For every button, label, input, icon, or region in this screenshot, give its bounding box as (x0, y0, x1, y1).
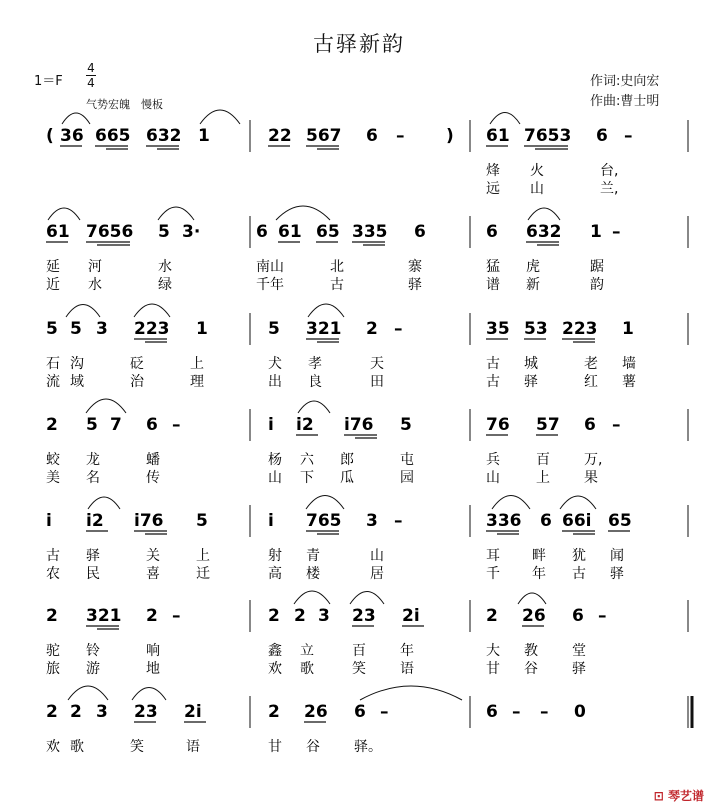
lyric-2-1-3: 理 (190, 374, 204, 390)
slur-arc (88, 497, 120, 509)
lyric-4-0-0: 古 (46, 548, 60, 564)
note-6-6: 26 (304, 702, 328, 722)
note-0-10: 61 (486, 126, 510, 146)
note-2-1: 5 (70, 319, 82, 339)
note-4-3: 5 (196, 511, 208, 531)
note-6-12: 0 (574, 702, 586, 722)
note-6-9: 6 (486, 702, 498, 722)
lyric-4-1-7: 千 (486, 566, 500, 582)
lyric-3-1-1: 名 (86, 470, 100, 486)
note-6-0: 2 (46, 702, 58, 722)
lyric-5-1-2: 地 (146, 661, 160, 677)
note-5-2: 2 (146, 606, 158, 626)
lyric-2-1-4: 出 (268, 374, 282, 390)
note-3-12: – (612, 415, 621, 435)
lyric-1-0-3: 南山 (256, 259, 284, 275)
lyric-2-0-1: 沟 (70, 356, 84, 372)
lyric-4-0-7: 耳 (486, 548, 500, 564)
lyric-4-0-6: 山 (370, 548, 384, 564)
lyric-5-1-1: 游 (86, 661, 100, 677)
lyric-2-0-7: 古 (486, 356, 500, 372)
note-2-5: 5 (268, 319, 280, 339)
note-2-7: 2 (366, 319, 378, 339)
lyric-4-0-2: 关 (146, 548, 160, 564)
note-6-10: – (512, 702, 521, 722)
watermark-logo-mark: ⊡ (653, 789, 664, 803)
lyric-2-1-1: 域 (70, 374, 84, 390)
lyric-1-0-8: 踞 (590, 259, 604, 275)
note-3-11: 6 (584, 415, 596, 435)
lyric-0-0-11: 烽 (486, 163, 500, 179)
note-4-8: 336 (486, 511, 522, 531)
note-2-3: 223 (134, 319, 170, 339)
lyric-1-0-5: 寨 (408, 259, 422, 275)
note-4-11: 65 (608, 511, 632, 531)
lyric-2-0-2: 砭 (130, 356, 144, 372)
lyric-3-1-6: 园 (400, 470, 414, 486)
slur-arc (490, 113, 520, 125)
lyric-4-1-8: 年 (532, 566, 546, 582)
note-3-1: 5 (86, 415, 98, 435)
lyric-2-0-3: 上 (190, 356, 204, 372)
note-3-8: 5 (400, 415, 412, 435)
lyric-3-1-5: 瓜 (340, 470, 354, 486)
lyric-3-0-6: 屯 (400, 452, 414, 468)
lyric-6-0-5: 谷 (306, 739, 320, 755)
lyric-4-1-4: 高 (268, 566, 282, 582)
lyric-5-1-9: 驿 (572, 661, 586, 677)
note-5-11: 6 (572, 606, 584, 626)
lyric-5-1-6: 语 (400, 661, 414, 677)
lyric-2-0-9: 老 (584, 356, 598, 372)
note-6-5: 2 (268, 702, 280, 722)
note-1-2: 5 (158, 222, 170, 242)
slur-arc (200, 110, 240, 124)
lyric-1-1-1: 水 (88, 277, 102, 293)
lyricist-credit: 作词:史向宏 (590, 74, 660, 89)
lyric-1-1-6: 谱 (486, 277, 500, 293)
note-2-9: 35 (486, 319, 510, 339)
lyric-2-1-2: 治 (130, 374, 144, 390)
lyric-3-1-3: 山 (268, 470, 282, 486)
note-0-4: 1 (198, 126, 210, 146)
lyric-4-0-8: 畔 (532, 548, 546, 564)
lyric-0-1-13: 兰, (600, 181, 619, 197)
lyric-6-0-0: 欢 (46, 739, 60, 755)
note-3-2: 7 (110, 415, 122, 435)
lyric-3-0-9: 万, (584, 452, 603, 468)
note-1-1: 7656 (86, 222, 134, 242)
slur-arc (276, 206, 330, 220)
slur-arc (298, 401, 330, 413)
lyric-2-1-6: 田 (370, 374, 384, 390)
lyric-5-1-8: 谷 (524, 661, 538, 677)
note-1-4: 6 (256, 222, 268, 242)
note-2-10: 53 (524, 319, 548, 339)
lyric-6-0-6: 驿。 (354, 739, 382, 755)
lyric-5-1-5: 笑 (352, 661, 366, 677)
note-4-7: – (394, 511, 403, 531)
lyric-3-1-2: 传 (146, 470, 160, 486)
lyric-0-1-12: 山 (530, 181, 544, 197)
note-4-6: 3 (366, 511, 378, 531)
lyric-2-0-5: 孝 (308, 356, 322, 372)
note-0-13: – (624, 126, 633, 146)
note-3-9: 76 (486, 415, 510, 435)
lyric-1-0-2: 水 (158, 259, 172, 275)
lyric-4-0-9: 犹 (572, 548, 586, 564)
lyric-3-0-8: 百 (536, 452, 550, 468)
lyric-2-1-9: 红 (584, 374, 598, 390)
note-3-7: i76 (344, 415, 374, 435)
note-1-5: 61 (278, 222, 302, 242)
key-signature: 1＝F (34, 74, 63, 89)
lyric-1-1-5: 驿 (408, 277, 422, 293)
lyric-0-0-12: 火 (530, 163, 544, 179)
lyric-5-0-5: 百 (352, 643, 366, 659)
lyric-1-1-2: 绿 (158, 277, 172, 293)
lyric-5-0-4: 立 (300, 643, 314, 659)
note-5-7: 23 (352, 606, 376, 626)
note-4-5: 765 (306, 511, 342, 531)
lyric-5-0-9: 堂 (572, 643, 586, 659)
note-1-10: 632 (526, 222, 562, 242)
lyric-4-1-6: 居 (370, 566, 384, 582)
lyric-5-0-1: 铃 (86, 643, 100, 659)
lyric-3-1-9: 果 (584, 470, 598, 486)
note-5-8: 2i (402, 606, 420, 626)
watermark-logo (654, 787, 704, 804)
slur-arc (66, 305, 100, 318)
note-3-5: i (268, 415, 274, 435)
lyric-5-1-4: 歌 (300, 661, 314, 677)
lyric-2-1-8: 驿 (524, 374, 538, 390)
note-5-12: – (598, 606, 607, 626)
lyric-5-0-8: 教 (524, 643, 538, 659)
lyric-3-1-7: 山 (486, 470, 500, 486)
lyric-4-1-1: 民 (86, 566, 100, 582)
note-5-4: 2 (268, 606, 280, 626)
note-6-8: – (380, 702, 389, 722)
note-6-2: 3 (96, 702, 108, 722)
note-1-9: 6 (486, 222, 498, 242)
meter-bottom: 4 (87, 76, 95, 90)
lyric-1-0-6: 猛 (486, 259, 500, 275)
note-0-7: 6 (366, 126, 378, 146)
slur-arc (518, 593, 546, 604)
lyric-1-1-0: 近 (46, 277, 60, 293)
slur-arc (158, 207, 194, 220)
note-0-5: 22 (268, 126, 292, 146)
lyric-2-0-4: 犬 (268, 356, 282, 372)
note-3-4: – (172, 415, 181, 435)
lyric-3-1-4: 下 (300, 470, 314, 486)
lyric-4-1-3: 迁 (196, 566, 210, 582)
note-3-10: 57 (536, 415, 560, 435)
lyric-4-1-5: 楼 (306, 566, 320, 582)
lyric-2-0-10: 墙 (622, 356, 636, 372)
lyric-0-1-11: 远 (486, 181, 500, 197)
lyric-2-1-5: 良 (308, 374, 322, 390)
lyric-2-0-0: 石 (46, 356, 60, 372)
lyric-3-0-5: 郎 (340, 452, 354, 468)
lyric-3-0-2: 蟠 (146, 452, 160, 468)
tempo-marking: 气势宏魄 慢板 (86, 98, 163, 111)
note-2-0: 5 (46, 319, 58, 339)
note-6-1: 2 (70, 702, 82, 722)
note-3-6: i2 (296, 415, 314, 435)
lyric-4-1-2: 喜 (146, 566, 160, 582)
lyric-6-0-3: 语 (186, 739, 200, 755)
lyric-5-0-3: 鑫 (268, 643, 282, 659)
meter-top: 4 (87, 61, 95, 75)
note-4-1: i2 (86, 511, 104, 531)
note-2-6: 321 (306, 319, 342, 339)
note-6-11: – (540, 702, 549, 722)
lyric-2-1-7: 古 (486, 374, 500, 390)
slur-arc (308, 304, 344, 317)
note-5-9: 2 (486, 606, 498, 626)
note-4-0: i (46, 511, 52, 531)
song-title: 古驿新韵 (313, 32, 405, 56)
note-5-6: 3 (318, 606, 330, 626)
note-0-11: 7653 (524, 126, 572, 146)
note-6-4: 2i (184, 702, 202, 722)
lyric-6-0-1: 歌 (70, 739, 84, 755)
lyric-3-0-7: 兵 (486, 452, 500, 468)
lyric-1-0-7: 虎 (526, 259, 540, 275)
note-1-0: 61 (46, 222, 70, 242)
note-4-2: i76 (134, 511, 164, 531)
note-2-4: 1 (196, 319, 208, 339)
lyric-2-1-10: 薯 (622, 374, 636, 390)
note-5-3: – (172, 606, 181, 626)
note-0-8: – (396, 126, 405, 146)
lyric-6-0-4: 甘 (268, 739, 282, 755)
slur-arc (134, 304, 170, 317)
watermark-text: 琴艺谱 (667, 789, 704, 803)
note-1-11: 1 (590, 222, 602, 242)
slur-arc (48, 208, 80, 220)
slur-arc (492, 496, 530, 510)
lyric-1-1-4: 古 (330, 277, 344, 293)
composer-credit: 作曲:曹士明 (590, 94, 660, 109)
lyric-5-0-6: 年 (400, 643, 414, 659)
slur-arc (294, 591, 330, 604)
note-4-9: 6 (540, 511, 552, 531)
lyric-5-1-7: 甘 (486, 661, 500, 677)
note-5-1: 321 (86, 606, 122, 626)
lyric-3-0-4: 六 (300, 452, 314, 468)
slur-arc (306, 496, 344, 510)
slur-arc (360, 686, 462, 700)
slur-arc (86, 399, 126, 413)
note-0-3: 632 (146, 126, 182, 146)
lyric-3-0-0: 蛟 (46, 452, 60, 468)
slur-arc (528, 208, 560, 220)
note-4-10: 66i (562, 511, 592, 531)
note-0-1: 36 (60, 126, 84, 146)
note-1-8: 6 (414, 222, 426, 242)
note-0-9: ) (446, 126, 454, 146)
lyric-4-0-5: 青 (306, 548, 320, 564)
note-2-12: 1 (622, 319, 634, 339)
lyric-3-0-3: 杨 (268, 452, 282, 468)
lyric-1-0-1: 河 (88, 259, 102, 275)
slur-arc (62, 113, 90, 124)
lyric-4-0-1: 驿 (86, 548, 100, 564)
lyric-1-0-4: 北 (330, 259, 344, 275)
lyric-2-0-8: 城 (524, 356, 538, 372)
slur-arc (132, 688, 166, 701)
lyric-5-0-2: 响 (146, 643, 160, 659)
note-5-10: 26 (522, 606, 546, 626)
note-1-7: 335 (352, 222, 388, 242)
lyric-3-0-1: 龙 (86, 452, 100, 468)
note-6-7: 6 (354, 702, 366, 722)
note-0-2: 665 (95, 126, 131, 146)
lyric-4-0-3: 上 (196, 548, 210, 564)
lyric-1-1-8: 韵 (590, 277, 604, 293)
note-2-2: 3 (96, 319, 108, 339)
lyric-4-1-10: 驿 (610, 566, 624, 582)
lyric-2-1-0: 流 (46, 374, 60, 390)
lyric-5-0-0: 驼 (46, 643, 60, 659)
note-0-6: 567 (306, 126, 342, 146)
note-3-0: 2 (46, 415, 58, 435)
lyric-5-1-3: 欢 (268, 661, 282, 677)
lyric-4-0-4: 射 (268, 548, 282, 564)
lyric-4-0-10: 闻 (610, 548, 624, 564)
note-5-5: 2 (294, 606, 306, 626)
note-0-12: 6 (596, 126, 608, 146)
lyric-3-1-0: 美 (46, 470, 60, 486)
slur-arc (68, 686, 108, 700)
note-1-12: – (612, 222, 621, 242)
note-3-3: 6 (146, 415, 158, 435)
lyric-1-1-3: 千年 (256, 277, 284, 293)
note-0-0: ( (46, 126, 54, 146)
lyric-5-0-7: 大 (486, 643, 500, 659)
lyric-1-1-7: 新 (526, 277, 540, 293)
note-1-3: 3· (182, 222, 201, 242)
lyric-4-1-0: 农 (46, 566, 60, 582)
lyric-0-0-13: 台, (600, 163, 619, 179)
slur-arc (350, 592, 384, 605)
note-5-0: 2 (46, 606, 58, 626)
lyric-1-0-0: 延 (46, 259, 60, 275)
note-2-11: 223 (562, 319, 598, 339)
lyric-5-1-0: 旅 (46, 661, 60, 677)
lyric-4-1-9: 古 (572, 566, 586, 582)
lyric-6-0-2: 笑 (130, 739, 144, 755)
note-6-3: 23 (134, 702, 158, 722)
note-4-4: i (268, 511, 274, 531)
note-2-8: – (394, 319, 403, 339)
lyric-2-0-6: 天 (370, 356, 384, 372)
note-1-6: 65 (316, 222, 340, 242)
lyric-3-1-8: 上 (536, 470, 550, 486)
slur-arc (560, 496, 596, 509)
